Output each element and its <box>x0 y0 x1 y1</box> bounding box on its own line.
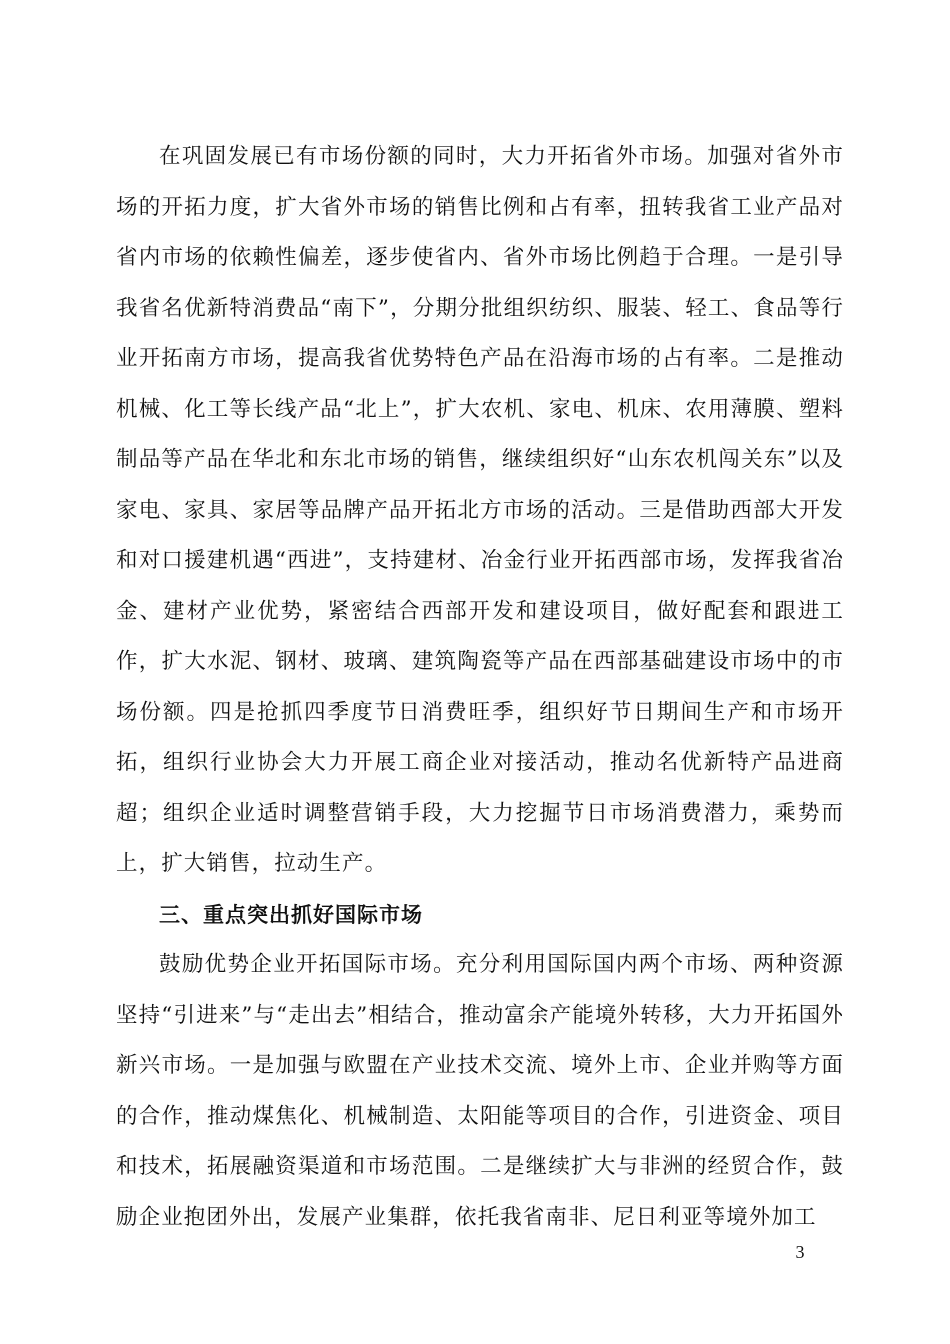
paragraph-domestic-markets: 在巩固发展已有市场份额的同时，大力开拓省外市场。加强对省外市场的开拓力度，扩大省外市场的销售比例和占有率，扭转我省工业产品对省内市场的依赖性偏差，逐步使省内、省外市场比例趋于合理。一是引导我省名优新特消费品“南下”，分期分批组织纺织、服装、轻工、食品等行业开拓南方市场，提高我省优势特色产品在沿海市场的占有率。二是推动机械、化工等长线产品“北上”，扩大农机、家电、机床、农用薄膜、塑料制品等产品在华北和东北市场的销售，继续组织好“山东农机闯关东”以及家电、家具、家居等品牌产品开拓北方市场的活动。三是借助西部大开发和对口援建机遇“西进”，支持建材、冶金行业开拓西部市场，发挥我省冶金、建材产业优势，紧密结合西部开发和建设项目，做好配套和跟进工作，扩大水泥、钢材、玻璃、建筑陶瓷等产品在西部基础建设市场中的市场份额。四是抢抓四季度节日消费旺季，组织好节日期间生产和市场开拓，组织行业协会大力开展工商企业对接活动，推动名优新特产品进商超；组织企业适时调整营销手段，大力挖掘节日市场消费潜力，乘势而上，扩大销售，拉动生产。 <box>116 144 844 876</box>
document-body <box>116 132 844 1243</box>
page-number: 3 <box>795 1242 805 1262</box>
section-heading-international-markets: 三、重点突出抓好国际市场 <box>159 902 423 927</box>
paragraph-international-markets: 鼓励优势企业开拓国际市场。充分利用国际国内两个市场、两种资源坚持“引进来”与“走出去”相结合，推动富余产能境外转移，大力开拓国外新兴市场。一是加强与欧盟在产业技术交流、境外上市、企业并购等方面的合作，推动煤焦化、机械制造、太阳能等项目的合作，引进资金、项目和技术，拓展融资渠道和市场范围。二是继续扩大与非洲的经贸合作，鼓励企业抱团外出，发展产业集群，依托我省南非、尼日利亚等境外加工 <box>116 952 844 1230</box>
